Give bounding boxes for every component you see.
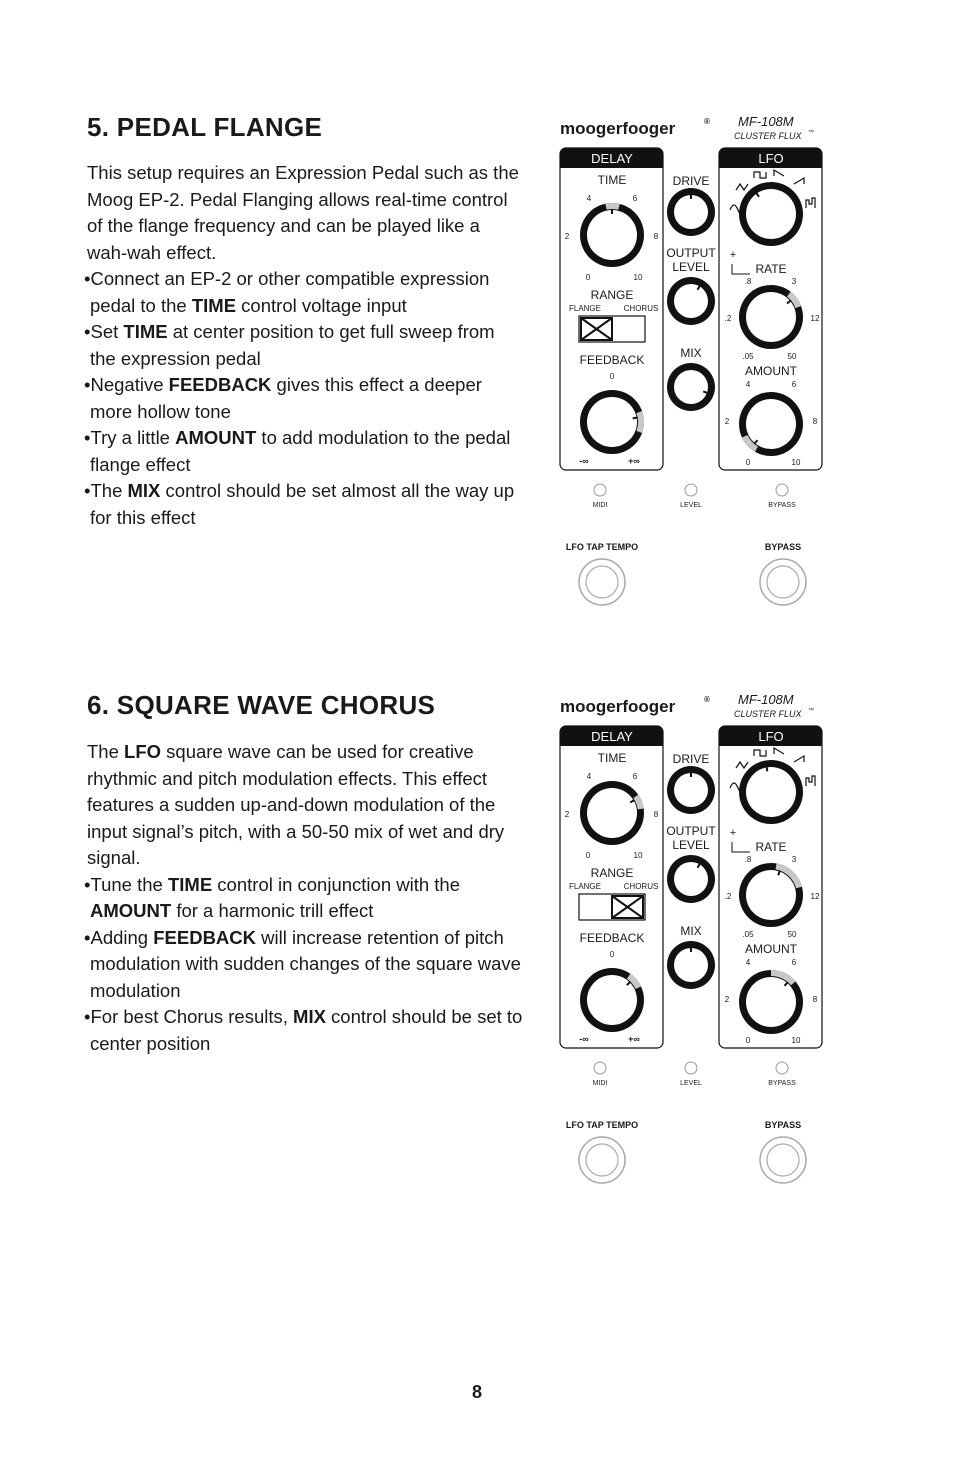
intro-paragraph: This setup requires an Expression Pedal such as the Moog EP-2. Pedal Flanging allows real-time control of the flange frequency and can be played like a wah-wah effect. <box>87 162 519 263</box>
trademark-mark: ™ <box>808 130 814 136</box>
feedback-tick-label: +∞ <box>628 1034 640 1044</box>
bullet-item <box>84 372 524 425</box>
control-name: AMOUNT <box>175 427 257 448</box>
text-run: •For best Chorus results, <box>84 1006 294 1027</box>
text-run: •Try a little <box>84 427 176 448</box>
time-tick-label: 8 <box>653 810 659 819</box>
time-tick-label: 4 <box>586 772 592 781</box>
bypass-led-label: BYPASS <box>768 1080 796 1087</box>
bypass-footswitch-label: BYPASS <box>764 1120 802 1130</box>
delay-header: DELAY <box>591 729 633 744</box>
rate-tick-label: 50 <box>787 930 797 939</box>
model-subtitle: CLUSTER FLUX <box>734 131 802 141</box>
mix-knob-face <box>674 370 708 404</box>
text-run: control voltage input <box>236 294 407 316</box>
control-name: FEEDBACK <box>153 926 257 948</box>
rate-knob-face <box>746 870 796 920</box>
square-wave-icon <box>754 172 766 178</box>
amount-tick-label: 10 <box>791 1036 801 1045</box>
model-name: MF-108M <box>738 692 794 707</box>
rate-label: RATE <box>755 840 787 854</box>
model-subtitle: CLUSTER FLUX <box>734 709 802 719</box>
rate-tick-label: 3 <box>791 277 797 286</box>
time-label: TIME <box>597 751 627 765</box>
feedback-knob-highlight <box>639 412 641 432</box>
bypass-footswitch-inner <box>767 566 799 598</box>
feedback-tick-label: +∞ <box>628 456 640 466</box>
range-label: RANGE <box>590 866 634 880</box>
drive-knob-face <box>674 195 708 229</box>
output-level-knob-face <box>674 862 708 896</box>
feedback-knob-pointer <box>633 417 638 418</box>
time-tick-label: 6 <box>632 772 638 781</box>
section-title: 5. PEDAL FLANGE <box>87 112 323 142</box>
cluster-flux-panel <box>552 690 832 1200</box>
rate-tick-label: .2 <box>724 892 732 901</box>
registered-mark: ® <box>704 695 710 704</box>
mix-label: MIX <box>680 924 702 938</box>
time-tick-label: 0 <box>585 273 591 282</box>
bullet-list <box>84 872 524 1058</box>
model-name: MF-108M <box>738 114 794 129</box>
section-body <box>84 739 524 1057</box>
rate-label: RATE <box>755 262 787 276</box>
chorus-label: CHORUS <box>623 304 659 313</box>
text-run: •Negative <box>84 374 169 395</box>
control-name: MIX <box>293 1006 326 1027</box>
rate-tick-label: 12 <box>810 314 820 323</box>
delay-header: DELAY <box>591 151 633 166</box>
mix-knob-face <box>674 948 708 982</box>
text-run: gives this effect a deeper more hollow tone <box>90 374 482 422</box>
time-tick-label: 2 <box>564 810 570 819</box>
lfo-waveform-knob-face <box>746 189 796 239</box>
bullet-item <box>84 872 524 925</box>
amount-knob-face <box>746 399 796 449</box>
ramp-up-wave-icon <box>794 756 804 762</box>
control-name: FEEDBACK <box>168 374 272 395</box>
amount-tick-label: 0 <box>745 1036 751 1045</box>
amount-tick-label: 2 <box>724 417 730 426</box>
rate-tick-label: .05 <box>742 352 754 361</box>
midi-led <box>594 484 606 496</box>
rate-tick-label: .2 <box>724 314 732 323</box>
drive-label: DRIVE <box>672 752 710 766</box>
amount-tick-label: 10 <box>791 458 801 467</box>
rate-tick-label: 3 <box>791 855 797 864</box>
text-run: •The <box>84 480 128 501</box>
time-tick-label: 0 <box>585 851 591 860</box>
level-led <box>685 1062 697 1074</box>
rate-tick-label: .05 <box>742 930 754 939</box>
rate-tick-label: 50 <box>787 352 797 361</box>
output-level-knob-face <box>674 284 708 318</box>
flange-label: FLANGE <box>568 304 602 313</box>
amount-tick-label: 0 <box>745 458 751 467</box>
amount-knob-face <box>746 977 796 1027</box>
section-body <box>84 160 524 531</box>
drive-label: DRIVE <box>672 174 710 188</box>
control-name: MIX <box>127 480 161 501</box>
text-run: •Connect an EP-2 or other compatible expression pedal to the <box>84 268 490 316</box>
control-name: TIME <box>191 294 237 316</box>
bypass-footswitch-inner <box>767 1144 799 1176</box>
lfo-waveform-knob-face <box>746 767 796 817</box>
bullet-item <box>84 319 524 372</box>
feedback-tick-label: -∞ <box>579 1034 589 1044</box>
registered-mark: ® <box>704 117 710 126</box>
sample-hold-wave-icon <box>806 198 815 208</box>
time-knob-highlight <box>606 206 619 207</box>
bypass-footswitch-label: BYPASS <box>764 542 802 552</box>
flange-label: FLANGE <box>568 882 602 891</box>
time-tick-label: 2 <box>564 232 570 241</box>
range-label: RANGE <box>590 288 634 302</box>
section-title: 6. SQUARE WAVE CHORUS <box>87 690 436 720</box>
text-run: control should be set almost all the way up for this effect <box>90 480 515 528</box>
text-run: for a harmonic trill effect <box>171 900 374 921</box>
text-run: •Adding <box>84 926 154 948</box>
midi-led <box>594 1062 606 1074</box>
rate-cv-bracket <box>732 842 750 852</box>
square-wave-icon <box>754 750 766 756</box>
mix-label: MIX <box>680 346 702 360</box>
lfo-waveform-knob-pointer <box>766 766 767 771</box>
bypass-led-label: BYPASS <box>768 502 796 509</box>
drive-knob-face <box>674 773 708 807</box>
chorus-label: CHORUS <box>623 882 659 891</box>
rate-tick-label: .8 <box>744 855 752 864</box>
amount-tick-label: 2 <box>724 995 730 1004</box>
feedback-label: FEEDBACK <box>579 931 645 945</box>
feedback-label: FEEDBACK <box>579 353 645 367</box>
feedback-knob-face <box>587 397 637 447</box>
rate-tick-label: 12 <box>810 892 820 901</box>
control-name: AMOUNT <box>90 900 172 921</box>
brand-logo: moogerfooger <box>560 697 676 716</box>
triangle-wave-icon <box>736 184 748 190</box>
lfo-tap-tempo-footswitch-label: LFO TAP TEMPO <box>565 1120 639 1130</box>
trademark-mark: ™ <box>808 708 814 714</box>
rate-tick-label: .8 <box>744 277 752 286</box>
control-name: LFO <box>124 741 162 762</box>
feedback-tick-label: 0 <box>609 372 615 381</box>
lfo-tap-tempo-footswitch-inner <box>586 1144 618 1176</box>
text-run: control in conjunction with the <box>212 873 461 895</box>
feedback-tick-label: -∞ <box>579 456 589 466</box>
sample-hold-wave-icon <box>806 776 815 786</box>
text-run: control should be set to center position <box>90 1006 523 1054</box>
ramp-up-wave-icon <box>794 178 804 184</box>
amount-label: AMOUNT <box>745 364 797 378</box>
lfo-header: LFO <box>758 151 784 166</box>
bullet-item <box>84 1004 524 1057</box>
text-run: •Set <box>84 321 124 342</box>
bullet-item <box>84 425 524 478</box>
text-run: will increase retention of pitch modulation with sudden changes of the square wave modulation <box>90 926 521 1001</box>
bullet-item <box>84 266 524 319</box>
time-tick-label: 6 <box>632 194 638 203</box>
output-level-label: OUTPUT <box>666 246 716 260</box>
time-tick-label: 10 <box>633 851 643 860</box>
text-run: square wave can be used for creative rhythmic and pitch modulation effects. This effect features a sudden up-and-down modulation of the input signal’s pitch, with a 50-50 mix of wet and dry signal. <box>87 741 505 868</box>
rate-plus-sign: + <box>729 249 737 261</box>
level-led-label: LEVEL <box>680 502 702 509</box>
amount-tick-label: 8 <box>812 417 818 426</box>
bullet-item <box>84 478 524 531</box>
text-run: at center position to get full sweep from the expression pedal <box>90 321 495 369</box>
page-number: 8 <box>471 1382 482 1402</box>
control-name: TIME <box>123 321 168 342</box>
output-level-label: LEVEL <box>672 260 710 274</box>
lfo-header: LFO <box>758 729 784 744</box>
intro-paragraph <box>84 739 524 872</box>
bypass-led <box>776 1062 788 1074</box>
bypass-led <box>776 484 788 496</box>
bullet-item <box>84 925 524 1005</box>
control-name: TIME <box>167 873 213 895</box>
midi-led-label: MIDI <box>592 502 608 509</box>
time-label: TIME <box>597 173 627 187</box>
level-led-label: LEVEL <box>680 1080 702 1087</box>
amount-tick-label: 6 <box>791 958 797 967</box>
text-run: The <box>87 741 125 762</box>
time-knob-face <box>587 788 637 838</box>
amount-tick-label: 4 <box>745 958 751 967</box>
text-run: •Tune the <box>84 873 168 895</box>
amount-tick-label: 8 <box>812 995 818 1004</box>
feedback-tick-label: 0 <box>609 950 615 959</box>
level-led <box>685 484 697 496</box>
output-level-label: LEVEL <box>672 838 710 852</box>
ramp-down-wave-icon <box>774 748 784 754</box>
amount-label: AMOUNT <box>745 942 797 956</box>
bullet-list <box>84 266 524 531</box>
rate-plus-sign: + <box>729 827 737 839</box>
brand-logo: moogerfooger <box>560 119 676 138</box>
triangle-wave-icon <box>736 762 748 768</box>
midi-led-label: MIDI <box>592 1080 608 1087</box>
amount-tick-label: 6 <box>791 380 797 389</box>
time-tick-label: 4 <box>586 194 592 203</box>
output-level-label: OUTPUT <box>666 824 716 838</box>
amount-tick-label: 4 <box>745 380 751 389</box>
lfo-tap-tempo-footswitch-inner <box>586 566 618 598</box>
rate-knob-face <box>746 292 796 342</box>
time-tick-label: 10 <box>633 273 643 282</box>
time-knob-face <box>587 210 637 260</box>
ramp-down-wave-icon <box>774 170 784 176</box>
lfo-tap-tempo-footswitch-label: LFO TAP TEMPO <box>565 542 639 552</box>
text-run: to add modulation to the pedal flange effect <box>90 427 511 475</box>
rate-cv-bracket <box>732 264 750 274</box>
time-tick-label: 8 <box>653 232 659 241</box>
cluster-flux-panel <box>552 112 832 622</box>
